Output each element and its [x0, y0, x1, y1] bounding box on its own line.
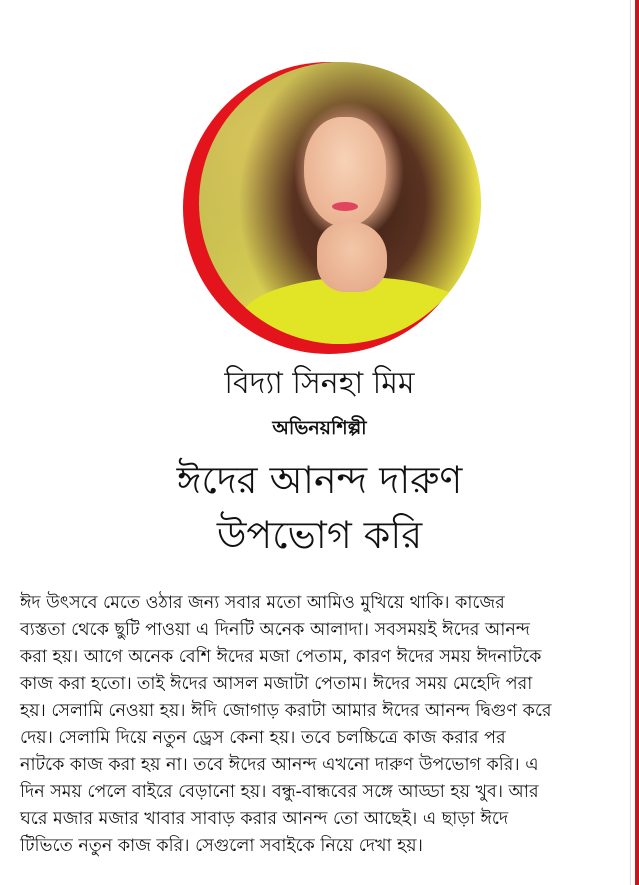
body-line: ঘরে মজার মজার খাবার সাবাড় করার আনন্দ তো আছেই। এ ছাড়া ঈদে: [20, 809, 509, 829]
portrait-photo: [199, 62, 481, 344]
body-line: টিভিতে নতুন কাজ করি। সেগুলো সবাইকে নিয়ে দেখা হয়।: [20, 836, 423, 856]
portrait-frame: [183, 62, 475, 354]
body-line: ঈদ উৎসবে মেতে ওঠার জন্য সবার মতো আমিও মুখিয়ে থাকি। কাজের: [20, 593, 505, 613]
body-line: দেয়। সেলামি দিয়ে নতুন ড্রেস কেনা হয়। তবে চলচ্চিত্রে কাজ করার পর: [20, 728, 506, 748]
body-line: করা হয়। আগে অনেক বেশি ঈদের মজা পেতাম, কারণ ঈদের সময় ঈদনাটকে: [20, 647, 542, 667]
headline-line: উপভোগ করি: [216, 513, 423, 557]
page-fold-line: [630, 0, 631, 885]
body-line: দিন সময় পেলে বাইরে বেড়ানো হয়। বন্ধু-বান্ধবের সঙ্গে আড্ডা হয় খুব। আর: [20, 782, 539, 802]
portrait-hand: [317, 222, 387, 292]
page-edge-red-border: [635, 0, 639, 885]
body-line: ব্যস্ততা থেকে ছুটি পাওয়া এ দিনটি অনেক আলাদা। সবসময়ই ঈদের আনন্দ: [20, 620, 530, 640]
person-name: বিদ্যা সিনহা মিম: [224, 366, 415, 401]
headline-line: ঈদের আনন্দ দারুণ: [176, 458, 463, 502]
article-body: [20, 590, 620, 860]
body-line: নাটকে কাজ করা হয় না। তবে ঈদের আনন্দ এখনো দারুণ উপভোগ করি। এ: [20, 755, 539, 775]
person-role: অভিনয়শিল্পী: [272, 417, 367, 439]
article-headline: [0, 453, 639, 563]
body-line: হয়। সেলামি নেওয়া হয়। ঈদি জোগাড় করাটা আমার ঈদের আনন্দ দ্বিগুণ করে: [20, 701, 552, 721]
body-line: কাজ করা হতো। তাই ঈদের আসল মজাটা পেতাম। ঈদের সময় মেহেদি পরা: [20, 674, 533, 694]
portrait-lips: [332, 202, 358, 211]
